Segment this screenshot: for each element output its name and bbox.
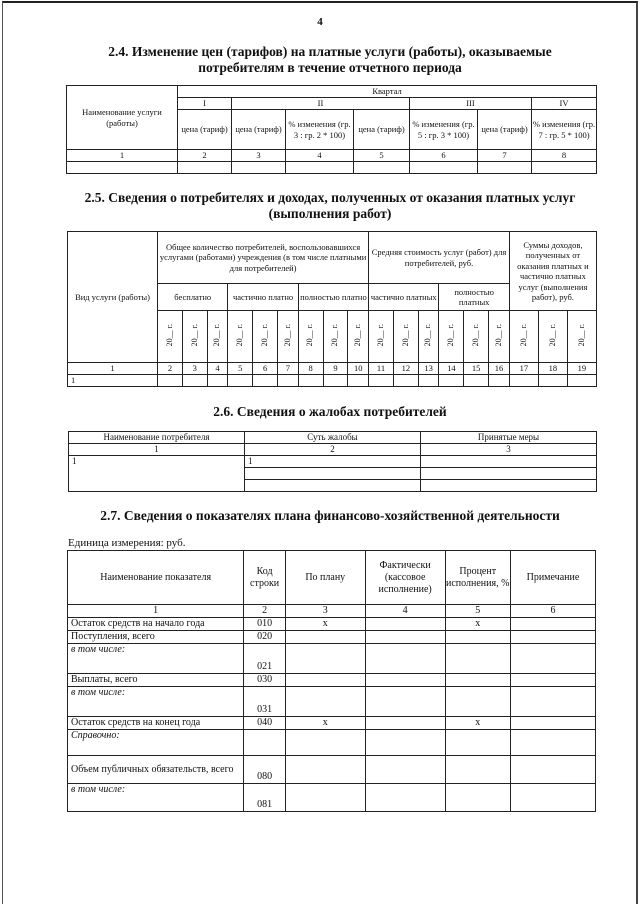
indicator-name: Остаток средств на конец года [68, 717, 244, 730]
note-cell[interactable] [510, 717, 595, 730]
col-number: 4 [365, 605, 445, 618]
header-note: Примечание [510, 551, 595, 605]
header-quarter-2: II [232, 98, 410, 110]
fact-cell[interactable] [365, 756, 445, 784]
col-number: 2 [244, 605, 285, 618]
year-label: 20__ г. [305, 324, 315, 347]
year-label: 20__ г. [189, 324, 199, 347]
indicator-name: Остаток средств на начало года [68, 618, 244, 631]
indicator-name: Поступления, всего [68, 631, 244, 644]
year-header [298, 311, 323, 363]
header-quarter: Квартал [178, 86, 597, 98]
year-label: 20__ г. [576, 324, 586, 347]
section-2-6-title: 2.6. Сведения о жалобах потребителей [213, 404, 447, 419]
percent-cell[interactable]: х [445, 717, 510, 730]
plan-cell[interactable] [285, 687, 365, 717]
essence-cell[interactable] [245, 468, 421, 480]
percent-cell[interactable] [445, 730, 510, 756]
row-code: 030 [244, 674, 285, 687]
measures-cell[interactable] [421, 456, 597, 468]
col-number: 17 [509, 363, 538, 375]
cell[interactable] [228, 375, 253, 387]
cell[interactable] [439, 375, 464, 387]
row-code: 021 [244, 644, 285, 674]
year-label: 20__ г. [259, 324, 269, 347]
note-cell[interactable] [510, 784, 595, 812]
table-row [68, 784, 596, 812]
year-header [228, 311, 253, 363]
header-service-type: Вид услуги (работы) [68, 232, 158, 363]
consumers-income-table [67, 231, 597, 387]
header-pct-change: % изменения (гр. 3 : гр. 2 * 100) [286, 110, 354, 150]
header-quarter-4: IV [532, 98, 597, 110]
indicator-name: в том числе: [68, 784, 244, 812]
year-label: 20__ г. [423, 324, 433, 347]
column-numbers-row [69, 444, 597, 456]
fact-cell[interactable] [365, 674, 445, 687]
cell[interactable] [232, 161, 286, 173]
header-plan: По плану [285, 551, 365, 605]
col-number: 4 [207, 363, 228, 375]
year-header [567, 311, 596, 363]
col-number: 1 [67, 150, 178, 162]
col-number: 13 [418, 363, 439, 375]
header-pct-change: % изменения (гр. 7 : гр. 5 * 100) [532, 110, 597, 150]
header-complaint-essence: Суть жалобы [245, 432, 421, 444]
year-label: 20__ г. [375, 324, 385, 347]
col-number: 3 [182, 363, 207, 375]
year-header [489, 311, 510, 363]
col-number: 7 [278, 363, 299, 375]
col-number: 3 [232, 150, 286, 162]
row-code: 080 [244, 756, 285, 784]
cell[interactable] [369, 375, 394, 387]
col-number: 2 [158, 363, 183, 375]
cell[interactable] [418, 375, 439, 387]
note-cell[interactable] [510, 618, 595, 631]
section-2-5-title-line1: 2.5. Сведения о потребителях и доходах, полученных от оказания платных услуг [84, 190, 576, 205]
table-row [68, 375, 597, 387]
column-numbers-row [68, 605, 596, 618]
col-number: 9 [323, 363, 348, 375]
col-number: 2 [178, 150, 232, 162]
col-number: 19 [567, 363, 596, 375]
year-header [158, 311, 183, 363]
table-row [68, 717, 596, 730]
cell[interactable] [278, 375, 299, 387]
header-price: цена (тариф) [478, 110, 532, 150]
essence-cell[interactable]: 1 [245, 456, 421, 468]
cell[interactable] [410, 161, 478, 173]
plan-cell[interactable] [285, 631, 365, 644]
plan-cell[interactable] [285, 756, 365, 784]
col-number: 6 [410, 150, 478, 162]
price-change-table [66, 85, 597, 174]
year-header [538, 311, 567, 363]
col-number: 2 [245, 444, 421, 456]
year-header [278, 311, 299, 363]
header-row-code: Код строки [244, 551, 285, 605]
cell[interactable] [478, 161, 532, 173]
year-header [253, 311, 278, 363]
section-2-5-title [60, 190, 600, 222]
table-row [68, 756, 596, 784]
percent-cell[interactable]: х [445, 618, 510, 631]
table-row [68, 730, 596, 756]
col-number: 12 [393, 363, 418, 375]
year-label: 20__ г. [282, 324, 292, 347]
year-label: 20__ г. [235, 324, 245, 347]
cell[interactable] [67, 161, 178, 173]
year-header [323, 311, 348, 363]
fact-cell[interactable] [365, 631, 445, 644]
header-income: Суммы доходов, полученных от оказания платных и частично платных услуг (выполнения работ), руб. [509, 232, 596, 311]
header-price: цена (тариф) [354, 110, 410, 150]
table-row [68, 631, 596, 644]
indicator-name: Справочно: [68, 730, 244, 756]
header-pct-change: % изменения (гр. 5 : гр. 3 * 100) [410, 110, 478, 150]
year-label: 20__ г. [470, 324, 480, 347]
table-row [68, 687, 596, 717]
col-number: 6 [253, 363, 278, 375]
cell[interactable] [178, 161, 232, 173]
section-2-4-title-line2: потребителям в течение отчетного периода [198, 60, 462, 75]
percent-cell[interactable] [445, 784, 510, 812]
col-number: 15 [464, 363, 489, 375]
fact-cell[interactable] [365, 644, 445, 674]
col-number: 16 [489, 363, 510, 375]
indicator-name: Выплаты, всего [68, 674, 244, 687]
cell[interactable] [489, 375, 510, 387]
indicator-name: в том числе: [68, 644, 244, 674]
row-code [244, 730, 285, 756]
table-row [68, 674, 596, 687]
year-header [464, 311, 489, 363]
cell[interactable] [567, 375, 596, 387]
header-service-name: Наименование услуги (работы) [67, 86, 178, 150]
plan-cell[interactable] [285, 674, 365, 687]
year-header [369, 311, 394, 363]
section-2-4-title [60, 44, 600, 76]
year-label: 20__ г. [518, 324, 528, 347]
table-row [68, 618, 596, 631]
header-total-consumers: Общее количество потребителей, воспользовавшихся услугами (работами) учреждения (в том числе платными для потребителей) [158, 232, 369, 284]
col-number: 8 [532, 150, 597, 162]
table-row [68, 644, 596, 674]
year-header [207, 311, 228, 363]
cell[interactable] [323, 375, 348, 387]
cell[interactable] [393, 375, 418, 387]
header-fully-paid: полностью платно [298, 284, 368, 311]
cell[interactable] [158, 375, 183, 387]
header-partly-paid-avg: частично платных [369, 284, 439, 311]
fact-cell[interactable] [365, 618, 445, 631]
complaints-table [68, 431, 597, 492]
col-number: 7 [478, 150, 532, 162]
indicator-name: Объем публичных обязательств, всего [68, 756, 244, 784]
fact-cell[interactable] [365, 687, 445, 717]
section-2-4-title-line1: 2.4. Изменение цен (тарифов) на платные услуги (работы), оказываемые [108, 44, 552, 59]
plan-cell[interactable] [285, 784, 365, 812]
year-header [393, 311, 418, 363]
col-number: 10 [348, 363, 369, 375]
percent-cell[interactable] [445, 644, 510, 674]
year-header [439, 311, 464, 363]
plan-cell[interactable]: х [285, 717, 365, 730]
col-number: 4 [286, 150, 354, 162]
year-header [182, 311, 207, 363]
cell[interactable] [253, 375, 278, 387]
cell[interactable] [298, 375, 323, 387]
header-quarter-1: I [178, 98, 232, 110]
row-code: 031 [244, 687, 285, 717]
year-label: 20__ г. [352, 324, 362, 347]
section-2-5-title-line2: (выполнения работ) [268, 206, 392, 221]
year-header [509, 311, 538, 363]
row-code: 010 [244, 618, 285, 631]
row-code: 040 [244, 717, 285, 730]
table-row [69, 456, 597, 468]
column-numbers-row [67, 150, 597, 162]
header-actual: Фактически (кассовое исполнение) [365, 551, 445, 605]
header-free: бесплатно [158, 284, 228, 311]
cell[interactable] [348, 375, 369, 387]
header-percent: Процент исполнения, % [445, 551, 510, 605]
cell[interactable] [354, 161, 410, 173]
table-row [67, 161, 597, 173]
measures-cell[interactable] [421, 480, 597, 492]
col-number: 5 [228, 363, 253, 375]
col-number: 1 [68, 363, 158, 375]
indicator-name: в том числе: [68, 687, 244, 717]
header-partly-paid: частично платно [228, 284, 298, 311]
col-number: 6 [510, 605, 595, 618]
col-number: 14 [439, 363, 464, 375]
year-label: 20__ г. [493, 324, 503, 347]
plan-cell[interactable]: х [285, 618, 365, 631]
header-consumer-name: Наименование потребителя [69, 432, 245, 444]
col-number: 8 [298, 363, 323, 375]
cell[interactable] [286, 161, 354, 173]
measures-cell[interactable] [421, 468, 597, 480]
financial-plan-table [67, 550, 596, 812]
header-measures-taken: Принятые меры [421, 432, 597, 444]
cell[interactable] [182, 375, 207, 387]
cell[interactable] [207, 375, 228, 387]
col-number: 3 [421, 444, 597, 456]
note-cell[interactable] [510, 644, 595, 674]
col-number: 1 [68, 605, 244, 618]
essence-cell[interactable] [245, 480, 421, 492]
cell[interactable] [509, 375, 538, 387]
year-header [418, 311, 439, 363]
col-number: 18 [538, 363, 567, 375]
year-label: 20__ г. [547, 324, 557, 347]
row-code: 020 [244, 631, 285, 644]
header-avg-cost: Средняя стоимость услуг (работ) для потребителей, руб. [369, 232, 510, 284]
percent-cell[interactable] [445, 687, 510, 717]
row-code: 081 [244, 784, 285, 812]
section-2-7-title: 2.7. Сведения о показателях плана финансово-хозяйственной деятельности [100, 508, 560, 523]
percent-cell[interactable] [445, 756, 510, 784]
cell[interactable] [464, 375, 489, 387]
col-number: 11 [369, 363, 394, 375]
year-label: 20__ г. [212, 324, 222, 347]
page-number: 4 [317, 16, 323, 28]
year-label: 20__ г. [446, 324, 456, 347]
col-number: 3 [285, 605, 365, 618]
consumer-cell[interactable]: 1 [69, 456, 245, 492]
note-cell[interactable] [510, 756, 595, 784]
plan-cell[interactable] [285, 730, 365, 756]
year-label: 20__ г. [400, 324, 410, 347]
header-price: цена (тариф) [232, 110, 286, 150]
column-numbers-row [68, 363, 597, 375]
note-cell[interactable] [510, 631, 595, 644]
percent-cell[interactable] [445, 631, 510, 644]
fact-cell[interactable] [365, 784, 445, 812]
year-label: 20__ г. [330, 324, 340, 347]
note-cell[interactable] [510, 687, 595, 717]
unit-label: Единица измерения: руб. [68, 537, 186, 549]
plan-cell[interactable] [285, 644, 365, 674]
header-indicator-name: Наименование показателя [68, 551, 244, 605]
col-number: 1 [69, 444, 245, 456]
note-cell[interactable] [510, 730, 595, 756]
note-cell[interactable] [510, 674, 595, 687]
header-fully-paid-avg: полностью платных [439, 284, 509, 311]
year-label: 20__ г. [164, 324, 174, 347]
fact-cell[interactable] [365, 730, 445, 756]
year-header [348, 311, 369, 363]
fact-cell[interactable] [365, 717, 445, 730]
percent-cell[interactable] [445, 674, 510, 687]
cell[interactable] [532, 161, 597, 173]
cell[interactable] [538, 375, 567, 387]
cell[interactable]: 1 [68, 375, 158, 387]
header-quarter-3: III [410, 98, 532, 110]
col-number: 5 [354, 150, 410, 162]
col-number: 5 [445, 605, 510, 618]
header-price: цена (тариф) [178, 110, 232, 150]
